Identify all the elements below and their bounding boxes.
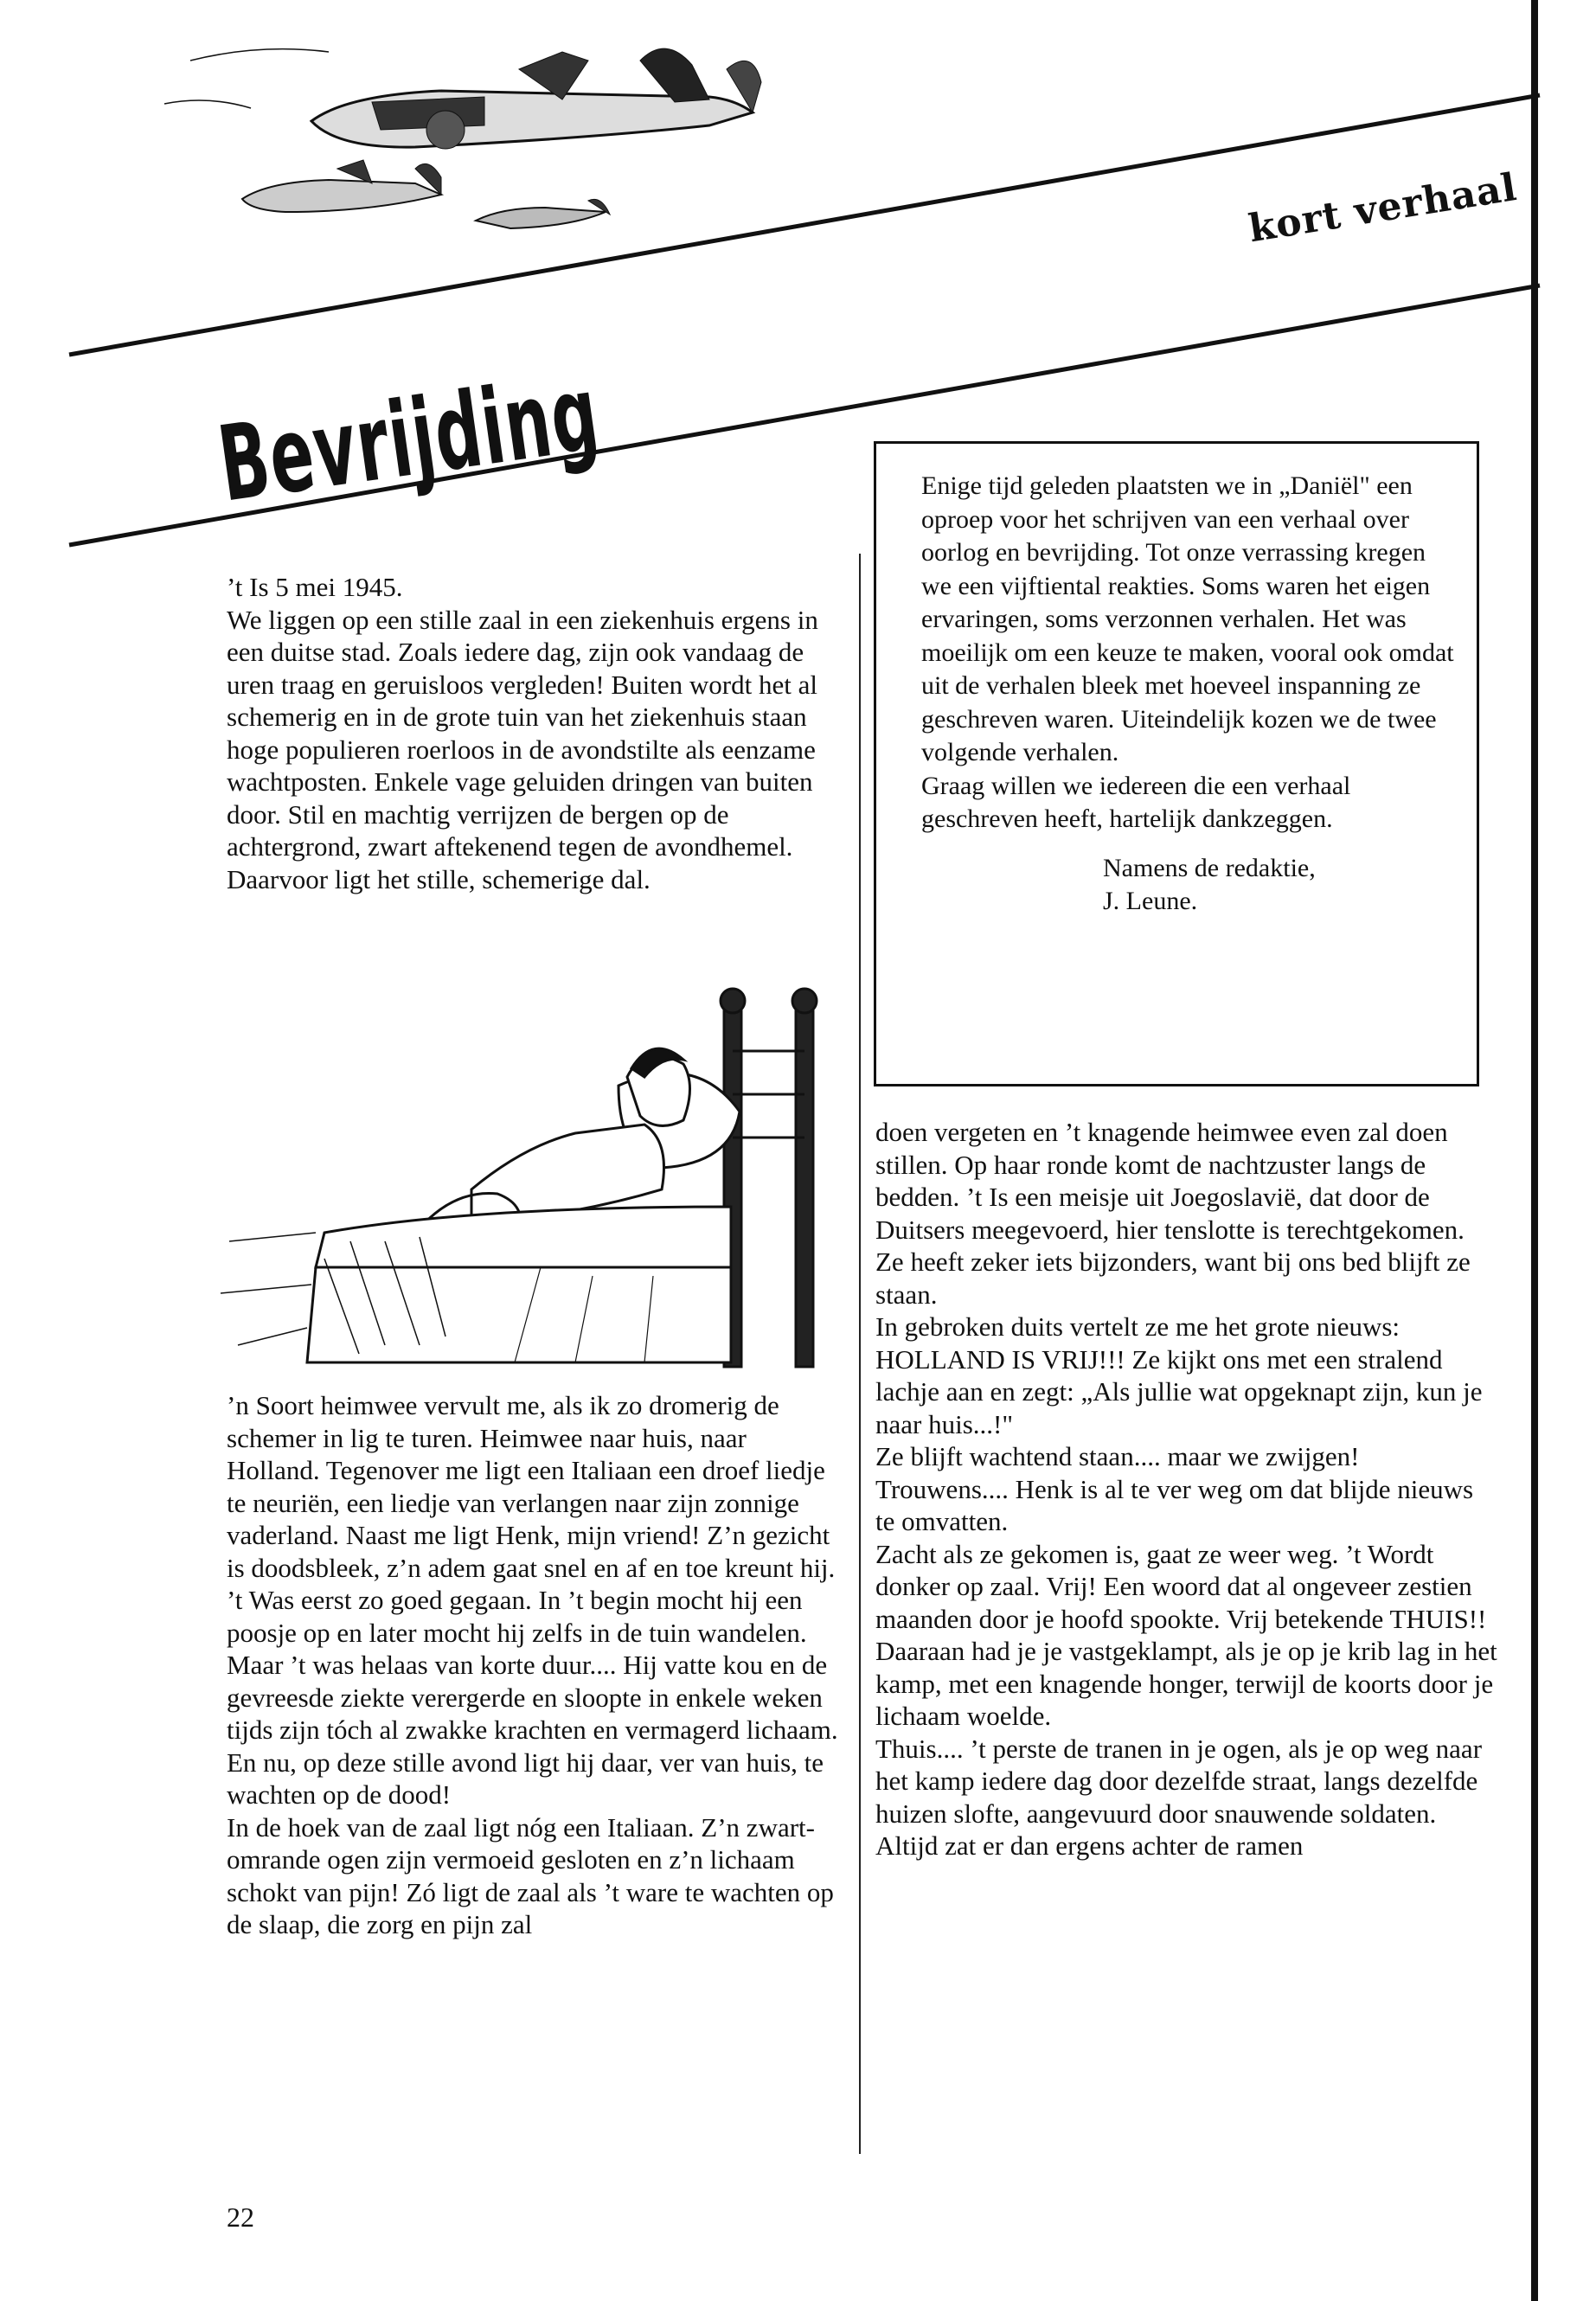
page-number: 22 xyxy=(227,2202,254,2233)
story-paragraph: We liggen op een stille zaal in een ziekenhuis ergens in een duitse stad. Zoals iedere dag, zijn ook vandaag de uren traag en geruisloos vergleden! Buiten wordt het al schemerig en in de grote tuin van het ziekenhuis staan hoge populieren roerloos in de avondstilte als eenzame wachtposten. Enkele vage geluiden dringen van buiten door. Stil en machtig verrijzen de bergen op de achtergrond, zwart aftekenend tegen de avondhemel. Daarvoor ligt het stille, schemerige dal. xyxy=(227,604,818,894)
story-paragraph: Thuis.... ’t perste de tranen in je ogen, als je op weg naar het kamp iedere dag door dezelfde straat, langs dezelfde huizen slofte, aangevuurd door snauwende soldaten. xyxy=(875,1733,1483,1829)
story-right-bottom xyxy=(875,1116,1498,1862)
editorial-paragraph: Enige tijd geleden plaatsten we in „Daniël" een oproep voor het schrijven van een verhaal over oorlog en bevrijding. Tot onze verrassing kregen we een vijftiental reakties. Soms waren het eigen ervaringen, soms verzonnen verhalen. Het was moeilijk om een keuze te maken, vooral ook omdat uit de verhalen bleek met hoeveel inspanning ze geschreven waren. Uiteindelijk kozen we de twee volgende verhalen. xyxy=(921,471,1454,766)
story-paragraph: Zacht als ze gekomen is, gaat ze weer weg. ’t Wordt donker op zaal. Vrij! Een woord dat al ongeveer zestien maanden door je hoofd spookte. Vrij betekende THUIS!! Daaraan had je je vastgeklampt, als je op je krib lag in het kamp, met een knagende honger, terwijl de koorts door je lichaam woelde. xyxy=(875,1538,1497,1731)
story-left-bottom xyxy=(227,1389,841,1941)
page-title: Bevrijding xyxy=(212,353,606,526)
story-paragraph: En nu, op deze stille avond ligt hij daar, ver van huis, te wachten op de dood! xyxy=(227,1747,824,1810)
section-label: kort verhaal xyxy=(1246,165,1521,252)
signature-line: Namens de redaktie, xyxy=(1103,853,1316,882)
signature-name: J. Leune. xyxy=(1103,887,1198,915)
story-paragraph: Ze heeft zeker iets bijzonders, want bij ons bed blijft ze staan. xyxy=(875,1247,1471,1310)
story-paragraph: ’t Is 5 mei 1945. xyxy=(227,572,403,602)
story-paragraph: In gebroken duits vertelt ze me het grote nieuws: HOLLAND IS VRIJ!!! Ze kijkt ons met een stralend lachje aan en zegt: „Als jullie wat opgeknapt zijn, kun je naar huis...!" xyxy=(875,1311,1483,1439)
story-paragraph: Altijd zat er dan ergens achter de ramen xyxy=(875,1830,1304,1861)
story-left-top xyxy=(227,571,841,895)
editorial-note-text xyxy=(921,470,1458,836)
story-paragraph: ’n Soort heimwee vervult me, als ik zo dromerig de schemer in lig te turen. Heimwee naar huis, naar Holland. Tegenover me ligt een Italiaan een droef liedje te neuriën, een liedje van verlangen naar zijn zonnige vaderland. Naast me ligt Henk, mijn vriend! Z’n gezicht is doodsbleek, z’n adem gaat snel en af en toe kreunt hij. ’t Was eerst zo goed gegaan. In ’t begin mocht hij een poosje op en later mocht hij zelfs in de tuin wandelen. Maar ’t was helaas van korte duur.... Hij vatte kou en de gevreesde ziekte verergerde en sloopte in enkele weken tijds zijn tóch al zwakke krachten en vermagerd lichaam. xyxy=(227,1390,838,1745)
story-paragraph: Ze blijft wachtend staan.... maar we zwijgen! Trouwens.... Henk is al te ver weg om dat blijde nieuws te omvatten. xyxy=(875,1441,1474,1536)
editorial-signature xyxy=(921,852,1477,919)
story-paragraph: doen vergeten en ’t knagende heimwee even zal doen stillen. Op haar ronde komt de nachtzuster langs de bedden. ’t Is een meisje uit Joegoslavië, dat door de Duitsers meegevoerd, hier tenslotte is terechtgekomen. xyxy=(875,1117,1465,1245)
editorial-paragraph: Graag willen we iedereen die een verhaal geschreven heeft, hartelijk dankzeggen. xyxy=(921,771,1351,833)
editorial-note-box xyxy=(874,441,1479,1086)
patient-in-bed-illustration xyxy=(212,982,826,1371)
story-paragraph: In de hoek van de zaal ligt nóg een Italiaan. Z’n zwart-omrande ogen zijn vermoeid gesloten en z’n lichaam schokt van pijn! Zó ligt de zaal als ’t ware te wachten op de slaap, die zorg en pijn zal xyxy=(227,1811,834,1939)
page-edge xyxy=(1531,0,1538,2301)
column-divider xyxy=(859,554,861,2154)
